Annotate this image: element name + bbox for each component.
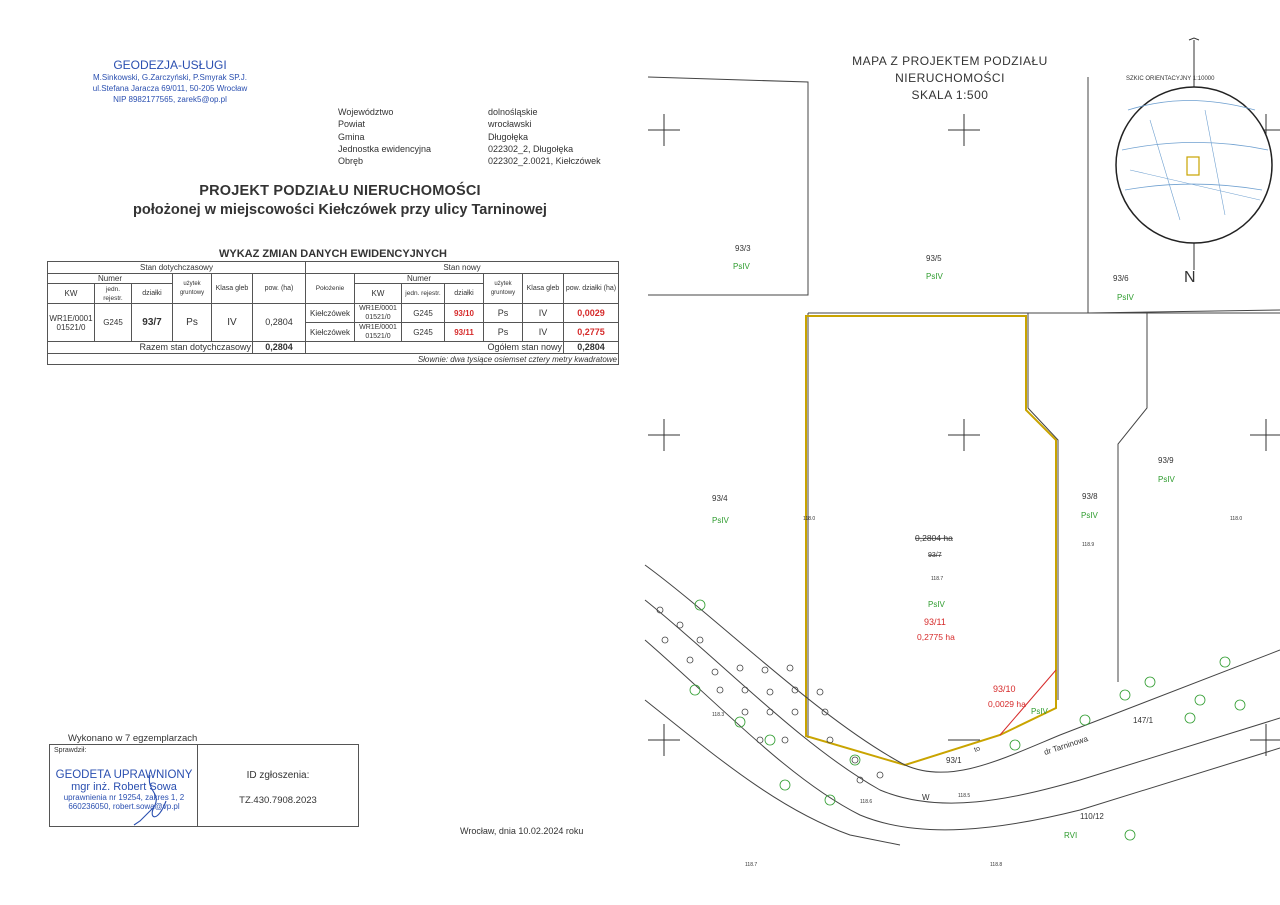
- parcel-93-1: 93/1: [946, 756, 962, 765]
- stamp-contact: 660236050, robert.sowa@vp.pl: [68, 802, 180, 811]
- land-use-rvi: RVI: [1064, 831, 1078, 840]
- land-use-label: PsIV: [1117, 293, 1134, 302]
- hdr-numer-new: Numer: [355, 274, 484, 284]
- area-93-10: 0,0029 ha: [988, 699, 1026, 709]
- total-old: 0,2804: [253, 342, 306, 354]
- hdr-dzialki-new: działki: [445, 284, 484, 304]
- old-uzytek: Ps: [173, 304, 212, 342]
- elevation: 118.8: [990, 862, 1003, 868]
- title-line-2: położonej w miejscowości Kiełczówek przy ulicy Tarninowej: [133, 202, 547, 218]
- street-name: Tarninowa: [1051, 734, 1090, 755]
- hdr-pow-new: pow. działki (ha): [564, 274, 619, 304]
- new-jedn: G245: [402, 304, 445, 323]
- new-dzialka: 93/11: [445, 323, 484, 342]
- hdr-after: Stan nowy: [306, 262, 619, 274]
- road-lines: [645, 565, 1280, 845]
- wykaz-title: WYKAZ ZMIAN DANYCH EWIDENCYJNYCH: [219, 248, 447, 260]
- new-loc: Kiełczówek: [306, 304, 355, 323]
- land-use-label: PsIV: [926, 272, 943, 281]
- new-jedn: G245: [402, 323, 445, 342]
- admin-key: Województwo: [338, 107, 394, 117]
- admin-value: Długołęka: [488, 131, 529, 142]
- old-dzialka: 93/7: [132, 304, 173, 342]
- elevation: 118.9: [1082, 542, 1095, 548]
- admin-value: wrocławski: [488, 119, 532, 130]
- north-label: N: [1184, 269, 1196, 286]
- street-dr: dr: [1042, 746, 1053, 757]
- parcel-93-4: 93/4: [712, 494, 728, 503]
- hdr-polozenie: Położenie: [306, 274, 355, 304]
- land-use-label: PsIV: [712, 516, 729, 525]
- elevation: 118.0: [1230, 516, 1243, 522]
- new-uzytek: Ps: [484, 323, 523, 342]
- elevation: 118.7: [745, 862, 758, 868]
- parcel-93-7: 93/7: [928, 552, 942, 559]
- admin-key: Obręb: [338, 156, 364, 167]
- new-pow: 0,0029: [564, 304, 619, 323]
- hdr-kw-new: KW: [355, 284, 402, 304]
- north-arrow-icon: [1116, 38, 1272, 286]
- company-line: NIP 8982177565, zarek5@op.pl: [113, 95, 227, 104]
- hdr-uzytek: użytek gruntowy: [173, 274, 212, 304]
- admin-key: Jednostka ewidencyjna: [338, 143, 432, 154]
- total-old-label: Razem stan dotychczasowy: [48, 342, 253, 354]
- copies-note: Wykonano w 7 egzemplarzach: [68, 733, 198, 744]
- elevation: 118.6: [860, 799, 873, 805]
- land-use-label: PsIV: [733, 262, 750, 271]
- total-words: Słownie: dwa tysiące osiemset cztery metry kwadratowe: [48, 354, 619, 365]
- old-pow: 0,2804: [253, 304, 306, 342]
- hdr-kw: KW: [48, 284, 95, 304]
- new-loc: Kiełczówek: [306, 323, 355, 342]
- parcel-110-12: 110/12: [1080, 812, 1104, 821]
- street-label: [1043, 734, 1090, 757]
- map-w: W: [922, 793, 930, 802]
- map-title-line1: MAPA Z PROJEKTEM PODZIAŁU NIERUCHOMOŚCI: [852, 54, 1048, 85]
- company-name: GEODEZJA-USŁUGI: [113, 58, 227, 72]
- old-klasa: IV: [212, 304, 253, 342]
- new-dzialka: 93/10: [445, 304, 484, 323]
- hdr-klasa-new: Klasa gleb: [523, 274, 564, 304]
- new-kw: WR1E/0001 01521/0: [355, 304, 402, 323]
- elevation: 118.7: [931, 576, 944, 582]
- area-old: 0,2804 ha: [915, 533, 953, 543]
- hdr-jedn: jedn. rejestr.: [95, 284, 132, 304]
- elevation: 118.3: [712, 712, 725, 718]
- parcel-147-1: 147/1: [1133, 716, 1154, 725]
- admin-value: 022302_2, Długołęka: [488, 143, 574, 154]
- company-line: ul.Stefana Jaracza 69/011, 50-205 Wrocław: [92, 84, 248, 93]
- area-93-11: 0,2775 ha: [917, 632, 955, 642]
- hdr-pow: pow. (ha): [253, 274, 306, 304]
- admin-key: Powiat: [338, 119, 366, 130]
- hdr-klasa: Klasa gleb: [212, 274, 253, 304]
- new-kw: WR1E/0001 01521/0: [355, 323, 402, 342]
- hdr-jedn-new: jedn. rejestr.: [402, 284, 445, 304]
- old-jedn: G245: [95, 304, 132, 342]
- hdr-dzialki: działki: [132, 284, 173, 304]
- land-use-label: PsIV: [1081, 511, 1098, 520]
- new-pow: 0,2775: [564, 323, 619, 342]
- admin-value: 022302_2.0021, Kiełczówek: [488, 156, 601, 167]
- orientation-sketch-label: SZKIC ORIENTACYJNY 1:10000: [1126, 76, 1215, 82]
- date-line: Wrocław, dnia 10.02.2024 roku: [460, 826, 584, 836]
- new-uzytek: Ps: [484, 304, 523, 323]
- hdr-numer: Numer: [48, 274, 173, 284]
- stamp-name: mgr inż. Robert Sowa: [71, 781, 177, 793]
- parcel-93-3: 93/3: [735, 244, 751, 253]
- stamp-license: uprawnienia nr 19254, zakres 1, 2: [63, 793, 185, 802]
- elevation: 118.0: [803, 516, 816, 522]
- admin-value: dolnośląskie: [488, 107, 538, 117]
- sprawdzil-label: Sprawdził:: [54, 747, 87, 754]
- company-line: M.Sinkowski, G.Zarczyński, P.Smyrak SP.J.: [93, 73, 247, 82]
- hdr-before: Stan dotychczasowy: [48, 262, 306, 274]
- id-value: TZ.430.7908.2023: [239, 795, 317, 806]
- hdr-uzytek-new: użytek gruntowy: [484, 274, 523, 304]
- land-use-label: PsIV: [1031, 707, 1048, 716]
- new-klasa: IV: [523, 304, 564, 323]
- land-use-label: PsIV: [1158, 475, 1175, 484]
- stamp-title: GEODETA UPRAWNIONY: [55, 769, 193, 781]
- green-tree-symbols: [690, 600, 1245, 840]
- map-scale: SKALA 1:500: [911, 88, 989, 102]
- parcel-93-6: 93/6: [1113, 274, 1129, 283]
- total-new-label: Ogółem stan nowy: [306, 342, 564, 354]
- parcel-93-11: 93/11: [924, 617, 946, 627]
- street-abbr: to: [973, 745, 982, 754]
- total-new: 0,2804: [564, 342, 619, 354]
- old-kw: WR1E/0001 01521/0: [48, 304, 95, 342]
- elevation: 118.5: [958, 793, 971, 799]
- parcel-93-5: 93/5: [926, 254, 942, 263]
- parcel-93-10: 93/10: [993, 684, 1016, 694]
- tree-symbols: [657, 607, 883, 783]
- admin-key: Gmina: [338, 131, 365, 142]
- id-label: ID zgłoszenia:: [246, 770, 310, 781]
- title-line-1: PROJEKT PODZIAŁU NIERUCHOMOŚCI: [199, 183, 481, 199]
- parcel-93-9: 93/9: [1158, 456, 1174, 465]
- new-klasa: IV: [523, 323, 564, 342]
- parcel-93-8: 93/8: [1082, 492, 1098, 501]
- land-use-label: PsIV: [928, 600, 945, 609]
